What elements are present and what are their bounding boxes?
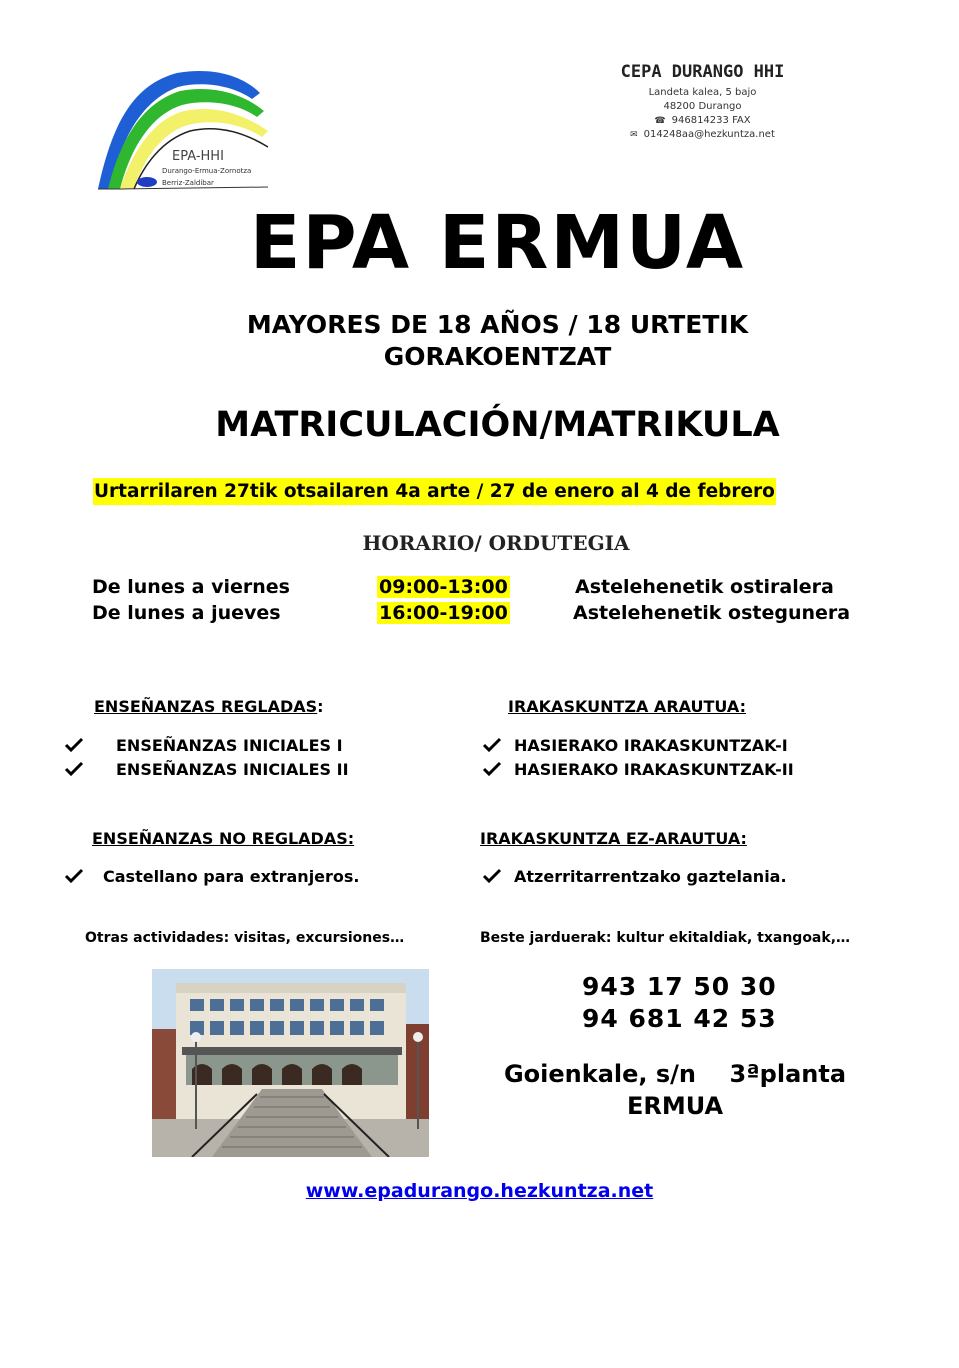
epa-logo [92, 55, 272, 195]
no-regladas-eu-title: IRAKASKUNTZA EZ-ARAUTUA: [480, 829, 747, 848]
age-line-1: MAYORES DE 18 AÑOS / 18 URTETIK [246, 310, 749, 339]
phone-icon: ☎ [654, 116, 666, 126]
logo-caption: EPA-HHI [172, 149, 224, 164]
center-city: 48200 Durango [663, 101, 742, 112]
center-street: Landeta kalea, 5 bajo [648, 87, 757, 98]
time-highlight: 16:00-19:00 [379, 602, 508, 624]
schedule-row-1-time [377, 574, 510, 600]
address-block [460, 1058, 890, 1122]
no-regladas-es-title: ENSEÑANZAS NO REGLADAS: [92, 829, 355, 848]
list-item: HASIERAKO IRAKASKUNTZAK-II [482, 758, 794, 782]
building-photo [152, 969, 429, 1157]
phone-number-1: 943 17 50 30 [582, 972, 777, 1001]
checkmark-icon [64, 761, 84, 777]
list-item: Atzerritarrentzako gaztelania. [482, 865, 787, 889]
address-line-2: ERMUA [626, 1092, 724, 1120]
mail-icon: ✉ [630, 130, 638, 140]
regladas-es-title: ENSEÑANZAS REGLADAS: [94, 697, 324, 716]
schedule-row-2-time [377, 600, 510, 626]
checkmark-icon [64, 868, 84, 884]
logo-subtext-1: Durango-Ermua-Zornotza [162, 167, 252, 175]
other-activities-es: Otras actividades: visitas, excursiones… [85, 930, 405, 946]
schedule-row-1-es: De lunes a viernes [92, 576, 290, 598]
age-heading [0, 309, 959, 373]
checkmark-icon [482, 868, 502, 884]
center-email: 014248aa@hezkuntza.net [643, 129, 775, 140]
checkmark-icon [482, 761, 502, 777]
building-image [152, 969, 429, 1157]
enrollment-heading: MATRICULACIÓN/MATRIKULA [215, 405, 780, 445]
contact-block [560, 62, 845, 142]
schedule-row-1-eu: Astelehenetik ostiralera [575, 576, 834, 598]
schedule-title: HORARIO/ ORDUTEGIA [362, 531, 630, 555]
page-title: EPA ERMUA [249, 200, 746, 286]
list-item: ENSEÑANZAS INICIALES I [64, 734, 343, 758]
center-email-line [560, 128, 845, 142]
list-item: Castellano para extranjeros. [64, 865, 360, 889]
list-item: HASIERAKO IRAKASKUNTZAK-I [482, 734, 788, 758]
center-phone: 946814233 FAX [671, 115, 751, 126]
enrollment-dates: Urtarrilaren 27tik otsailaren 4a arte / 27 de enero al 4 de febrero [93, 478, 776, 505]
address-line-1: Goienkale, s/n 3ªplanta [503, 1060, 847, 1088]
checkmark-icon [482, 737, 502, 753]
center-phone-line [560, 114, 845, 128]
website-link[interactable]: www.epadurango.hezkuntza.net [305, 1180, 654, 1202]
center-name: CEPA DURANGO HHI [620, 62, 785, 82]
schedule-row-2-es: De lunes a jueves [92, 602, 281, 624]
list-item: ENSEÑANZAS INICIALES II [64, 758, 349, 782]
time-highlight: 09:00-13:00 [379, 576, 508, 598]
schedule-row-2-eu: Astelehenetik ostegunera [573, 602, 851, 624]
phone-number-2: 94 681 42 53 [582, 1004, 777, 1033]
age-line-2: GORAKOENTZAT [383, 342, 612, 371]
regladas-eu-title: IRAKASKUNTZA ARAUTUA: [508, 697, 747, 716]
logo-subtext-2: Berriz-Zaldibar [162, 179, 214, 187]
checkmark-icon [64, 737, 84, 753]
other-activities-eu: Beste jarduerak: kultur ekitaldiak, txangoak,… [480, 930, 851, 946]
